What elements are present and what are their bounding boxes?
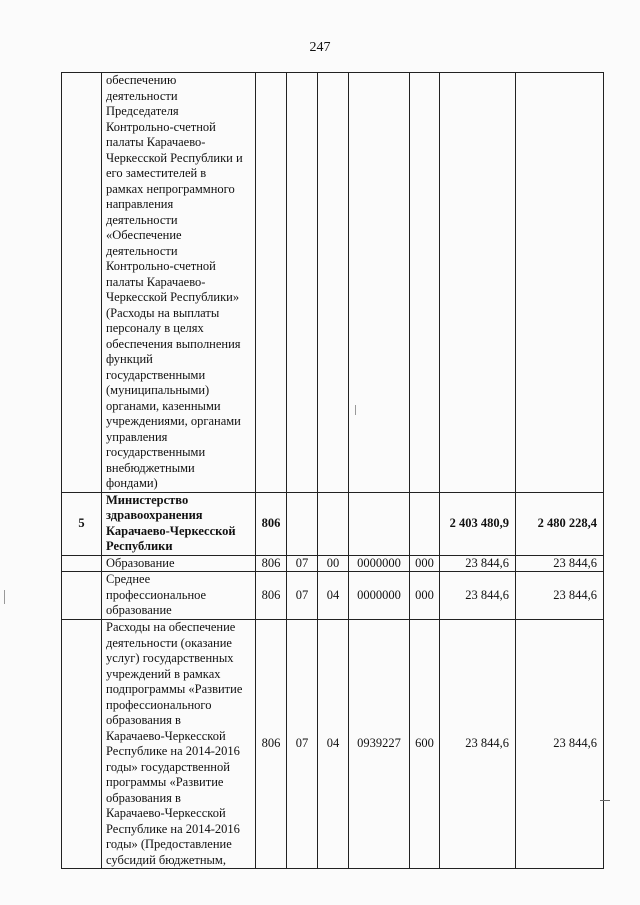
target-article-cell: 0000000 [349,572,410,620]
section-cell: 07 [287,555,318,572]
row-number-cell [62,73,102,493]
amount-2015-cell: 23 844,6 [440,572,516,620]
section-cell: 07 [287,620,318,869]
grbs-cell: 806 [256,572,287,620]
expense-type-cell [410,73,440,493]
subsection-cell: 04 [318,620,349,869]
grbs-cell: 806 [256,555,287,572]
row-number-cell [62,555,102,572]
expense-name-cell: Среднее профессиональное образование [102,572,256,620]
table-row [62,572,604,620]
margin-mark [600,800,610,801]
subsection-cell: 04 [318,572,349,620]
scan-artifact-line [355,405,356,415]
target-article-cell: 0000000 [349,555,410,572]
amount-2015-cell: 23 844,6 [440,555,516,572]
amount-2015-cell [440,73,516,493]
amount-2016-cell: 23 844,6 [516,555,604,572]
grbs-cell: 806 [256,492,287,555]
grbs-cell [256,73,287,493]
expense-name-cell: Министерство здравоохранения Карачаево-Черкесской Республики [102,492,256,555]
expense-name-cell: обеспечению деятельности Председателя Контрольно-счетной палаты Карачаево- Черкесской Республики и его заместителей в рамках непрограммного направления деятельности «Обеспечение деятельности Контрольно-счетной палаты Карачаево- Черкесской Республики» (Расходы на выплаты персоналу в целях обеспечения выполнения функций государственными (муниципальными) органами, казенными учреждениями, органами управления государственными внебюджетными фондами) [102,73,256,493]
subsection-cell [318,492,349,555]
amount-2016-cell [516,73,604,493]
page-number: 247 [309,40,331,55]
row-number-cell [62,572,102,620]
expense-name-cell: Расходы на обеспечение деятельности (оказание услуг) государственных учреждений в рамках подпрограммы «Развитие профессионального образования в Карачаево-Черкесской Республике на 2014-2016 годы» государственной программы «Развитие образования в Карачаево-Черкесской Республике на 2014-2016 годы» (Предоставление субсидий бюджетным, [102,620,256,869]
section-cell [287,492,318,555]
expense-type-cell [410,492,440,555]
row-number-cell: 5 [62,492,102,555]
expense-type-cell: 000 [410,555,440,572]
subsection-cell: 00 [318,555,349,572]
table-row [62,555,604,572]
table-row [62,492,604,555]
section-cell [287,73,318,493]
amount-2015-cell: 23 844,6 [440,620,516,869]
target-article-cell: 0939227 [349,620,410,869]
row-number-cell [62,620,102,869]
expense-name-cell: Образование [102,555,256,572]
amount-2016-cell: 2 480 228,4 [516,492,604,555]
table-row [62,73,604,493]
section-cell: 07 [287,572,318,620]
amount-2016-cell: 23 844,6 [516,620,604,869]
subsection-cell [318,73,349,493]
target-article-cell [349,492,410,555]
budget-table [61,72,604,869]
grbs-cell: 806 [256,620,287,869]
table-row [62,620,604,869]
amount-2015-cell: 2 403 480,9 [440,492,516,555]
target-article-cell [349,73,410,493]
expense-type-cell: 000 [410,572,440,620]
expense-type-cell: 600 [410,620,440,869]
scan-artifact-line [4,590,5,604]
amount-2016-cell: 23 844,6 [516,572,604,620]
